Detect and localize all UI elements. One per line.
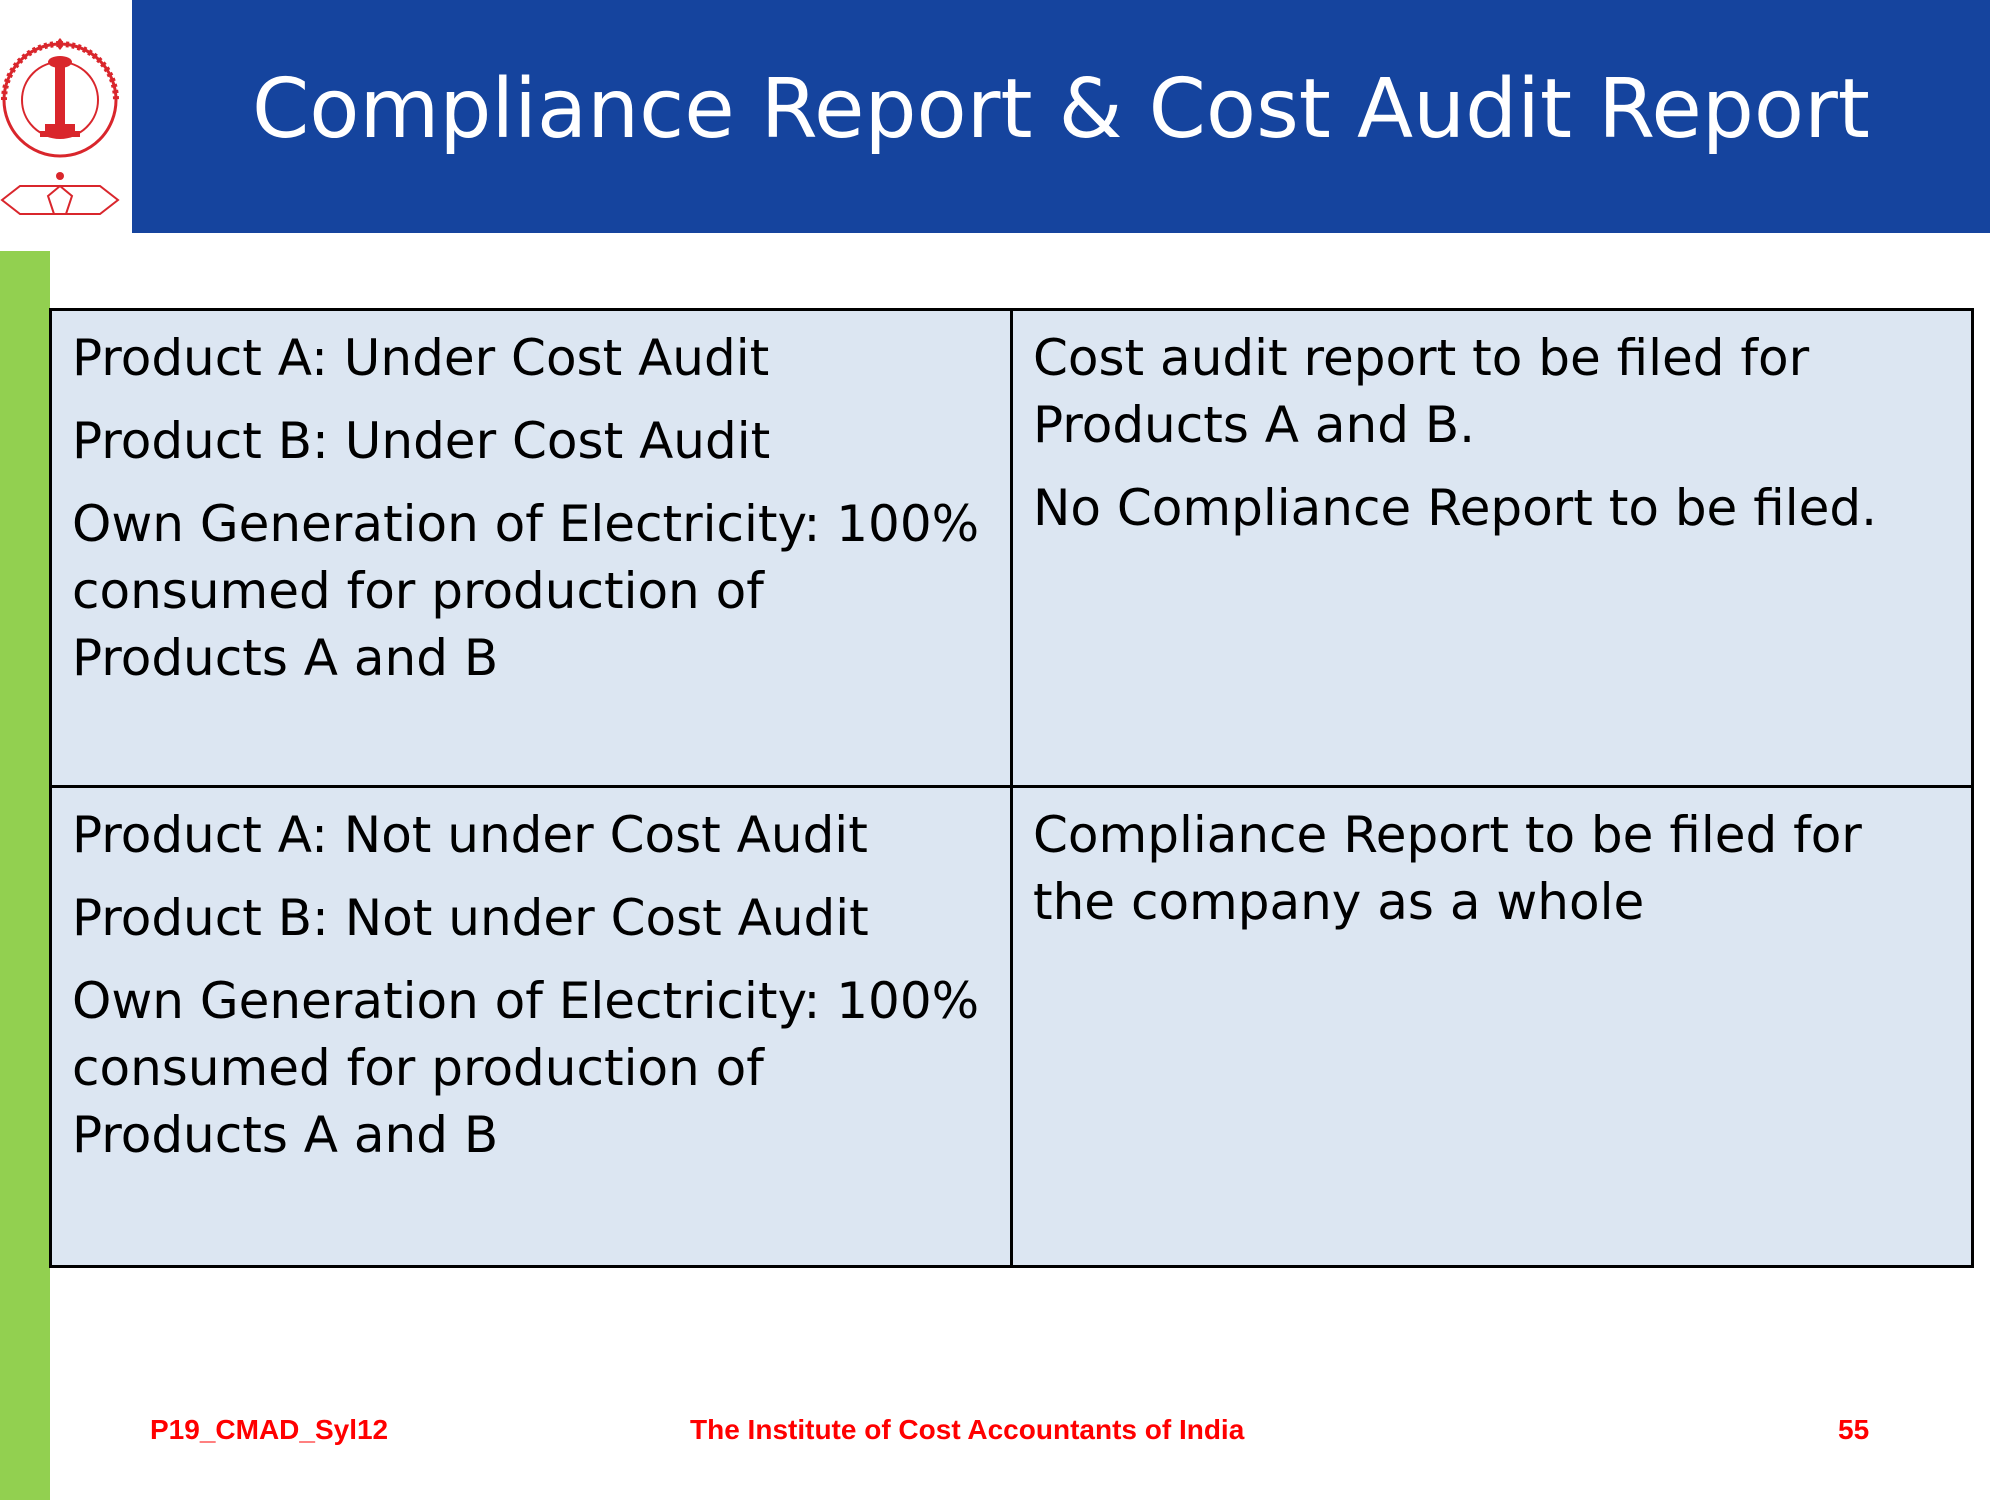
- cell-line: No Compliance Report to be filed.: [1033, 479, 1877, 537]
- title-bar: [132, 0, 1990, 233]
- table-cell-result-2: [1013, 788, 1971, 1265]
- audit-table: [49, 308, 1974, 1268]
- footer-page-number: 55: [1838, 1414, 1870, 1445]
- cell-line: Product A: Not under Cost Audit: [72, 806, 868, 864]
- institute-seal-icon: [0, 0, 132, 232]
- institute-logo: [0, 0, 132, 232]
- slide-title: Compliance Report & Cost Audit Report: [252, 62, 1870, 157]
- cell-line: Compliance Report to be filed for the company as a whole: [1033, 806, 1862, 931]
- footer-organization: The Institute of Cost Accountants of India: [690, 1414, 1245, 1445]
- cell-line: Product B: Not under Cost Audit: [72, 889, 869, 947]
- cell-line: Own Generation of Electricity: 100% consumed for production of Products A and B: [72, 495, 980, 687]
- cell-line: Own Generation of Electricity: 100% consumed for production of Products A and B: [72, 972, 980, 1164]
- footer-course-code: P19_CMAD_Syl12: [150, 1414, 389, 1445]
- cell-line: Product B: Under Cost Audit: [72, 412, 771, 470]
- cell-line: Product A: Under Cost Audit: [72, 329, 770, 387]
- table-cell-condition-2: [52, 788, 1013, 1265]
- cell-line: Cost audit report to be filed for Products A and B.: [1033, 329, 1810, 454]
- accent-bar: [0, 251, 50, 1500]
- table-cell-condition-1: [52, 311, 1013, 788]
- table-cell-result-1: [1013, 311, 1971, 788]
